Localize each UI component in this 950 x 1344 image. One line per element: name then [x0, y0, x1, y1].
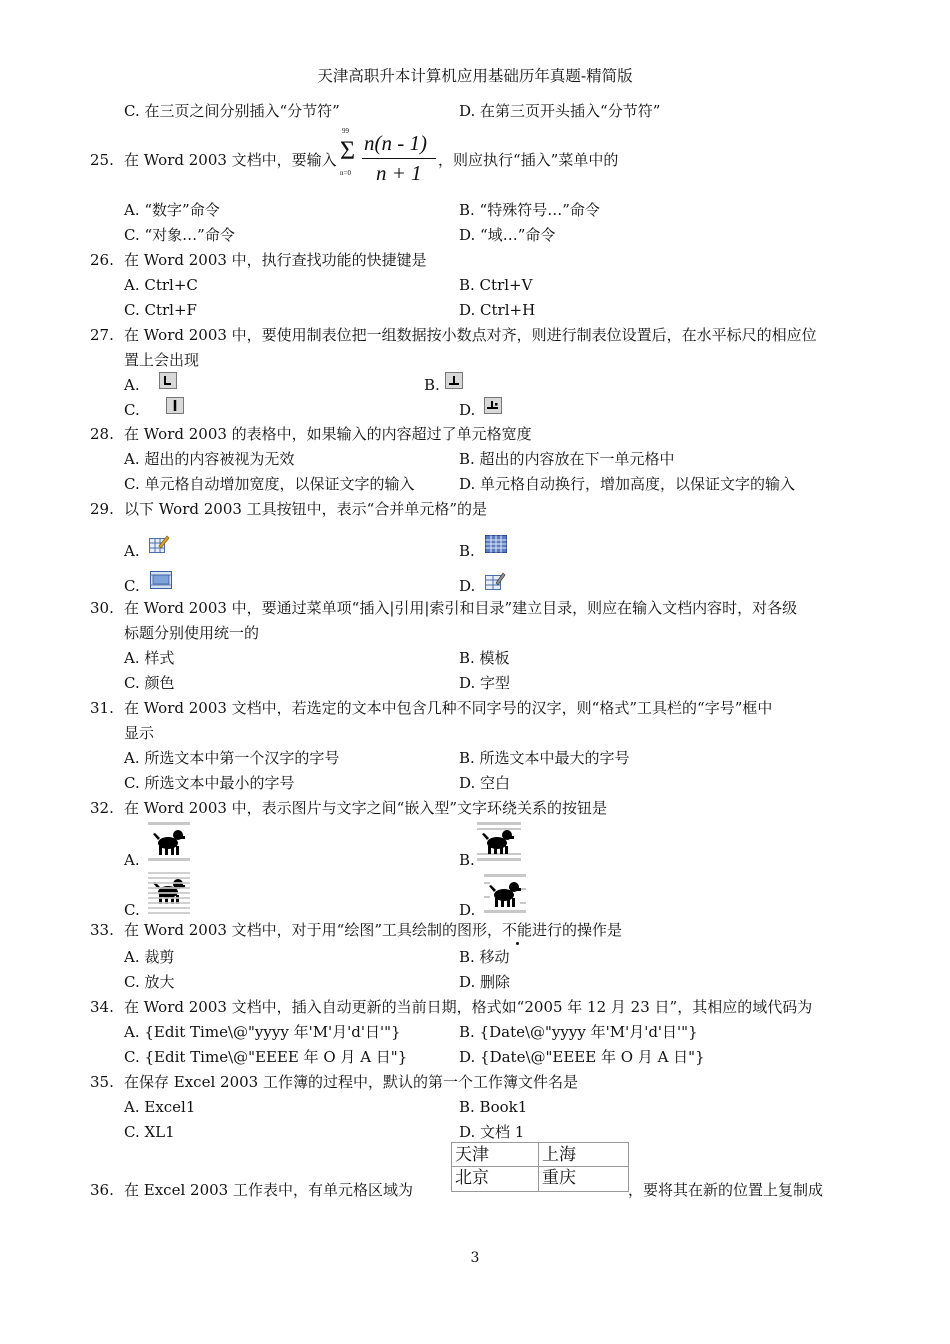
q32-option-c: C. — [124, 901, 140, 919]
q25-text-after: ，则应执行“插入”菜单中的 — [438, 151, 619, 169]
q27-text: 在 Word 2003 中，要使用制表位把一组数据按小数点对齐，则进行制表位设置后，在水平标尺的相应位 — [124, 326, 817, 344]
cell-tianjin: 天津 — [455, 1145, 489, 1165]
page-number: 3 — [470, 1250, 480, 1266]
wrap-tight-icon — [484, 874, 526, 914]
tab-bar-icon — [166, 397, 184, 414]
tab-left-icon — [159, 372, 177, 389]
q33-number: 33. — [90, 921, 114, 939]
q31-text: 在 Word 2003 文档中，若选定的文本中包含几种不同字号的汉字，则“格式”工具栏的“字号”框中 — [124, 699, 773, 717]
q36-text-before: 在 Excel 2003 工作表中，有单元格区域为 — [124, 1181, 413, 1199]
q31-option-b: B. 所选文本中最大的字号 — [459, 749, 630, 767]
q30-option-c: C. 颜色 — [124, 674, 175, 692]
q35-option-d: D. 文档 1 — [459, 1123, 525, 1141]
q32-option-b: B. — [459, 851, 475, 869]
q32-number: 32. — [90, 799, 114, 817]
q35-option-b: B. Book1 — [459, 1098, 528, 1116]
q28-option-c: C. 单元格自动增加宽度，以保证文字的输入 — [124, 475, 415, 493]
tab-center-icon — [445, 372, 463, 389]
cell-shanghai: 上海 — [542, 1145, 576, 1165]
split-cells-icon — [484, 571, 506, 591]
q30-text-line2: 标题分别使用统一的 — [124, 624, 260, 642]
q25-number: 25. — [90, 151, 114, 169]
q25-option-c: C. “对象…”命令 — [124, 226, 235, 244]
q29-number: 29. — [90, 500, 114, 518]
q25-option-d: D. “域…”命令 — [459, 226, 556, 244]
q36-cell-range — [451, 1142, 629, 1192]
q26-option-d: D. Ctrl+H — [459, 301, 536, 319]
wrap-inline-icon — [148, 822, 190, 862]
q36-number: 36. — [90, 1181, 114, 1199]
page-header: 天津高职升本计算机应用基础历年真题-精简版 — [317, 67, 633, 85]
q28-option-b: B. 超出的内容放在下一单元格中 — [459, 450, 675, 468]
q30-option-a: A. 样式 — [124, 649, 175, 667]
formula-upper: 99 — [342, 127, 349, 135]
draw-table-icon — [148, 533, 170, 555]
formula-numerator: n(n - 1) — [364, 131, 427, 155]
q25-option-a: A. “数字”命令 — [124, 201, 220, 219]
q29-text: 以下 Word 2003 工具按钮中，表示“合并单元格”的是 — [124, 500, 488, 518]
wrap-behind-text-icon — [148, 872, 190, 914]
q34-option-b: B. {Date\@"yyyy 年'M'月'd'日'"} — [459, 1023, 698, 1041]
q27-text-line2: 置上会出现 — [124, 351, 200, 369]
q27-option-c: C. — [124, 401, 140, 419]
tab-decimal-icon — [484, 397, 502, 414]
q33-option-c: C. 放大 — [124, 973, 175, 991]
q29-option-d: D. — [459, 577, 476, 595]
q26-number: 26. — [90, 251, 114, 269]
insert-table-icon — [484, 534, 508, 554]
q33-option-b: B. 移动 — [459, 948, 510, 966]
q33-option-a: A. 裁剪 — [124, 948, 175, 966]
q36-text-after: ，要将其在新的位置上复制成 — [628, 1181, 824, 1199]
formula-sigma: Σ — [340, 136, 356, 165]
q24-option-d: D. 在第三页开头插入“分节符” — [459, 102, 661, 120]
q30-option-d: D. 字型 — [459, 674, 511, 692]
q31-text-line2: 显示 — [124, 724, 155, 742]
q27-option-d: D. — [459, 401, 476, 419]
formula-lower: n=0 — [340, 169, 351, 177]
q33-emphasis: 不能 — [502, 921, 533, 939]
cell-beijing: 北京 — [455, 1168, 489, 1188]
q27-number: 27. — [90, 326, 114, 344]
q29-option-a: A. — [124, 542, 140, 560]
q32-option-d: D. — [459, 901, 476, 919]
q29-option-c: C. — [124, 577, 140, 595]
q34-option-d: D. {Date\@"EEEE 年 O 月 A 日"} — [459, 1048, 705, 1066]
q33-text — [124, 920, 622, 940]
q33-text-before: 在 Word 2003 文档中，对于用“绘图”工具绘制的图形， — [124, 921, 503, 939]
q33-text-after: 进行的操作是 — [532, 921, 623, 939]
q27-option-b: B. — [424, 376, 440, 394]
q29-option-b: B. — [459, 542, 475, 560]
q35-number: 35. — [90, 1073, 114, 1091]
q35-option-a: A. Excel1 — [124, 1098, 196, 1116]
q31-option-a: A. 所选文本中第一个汉字的字号 — [124, 749, 340, 767]
q27-option-a: A. — [124, 376, 140, 394]
q34-text: 在 Word 2003 文档中，插入自动更新的当前日期，格式如“2005 年 12 月 23 日”，其相应的域代码为 — [124, 998, 813, 1016]
q33-option-d: D. 删除 — [459, 973, 511, 991]
q35-option-c: C. XL1 — [124, 1123, 175, 1141]
q30-option-b: B. 模板 — [459, 649, 510, 667]
q26-option-b: B. Ctrl+V — [459, 276, 533, 294]
q35-text: 在保存 Excel 2003 工作簿的过程中，默认的第一个工作簿文件名是 — [124, 1073, 578, 1091]
fraction-bar — [362, 158, 436, 159]
q30-number: 30. — [90, 599, 114, 617]
q26-option-c: C. Ctrl+F — [124, 301, 197, 319]
q26-text: 在 Word 2003 中，执行查找功能的快捷键是 — [124, 251, 427, 269]
q34-number: 34. — [90, 998, 114, 1016]
q25-option-b: B. “特殊符号…”命令 — [459, 201, 600, 219]
q32-option-a: A. — [124, 851, 140, 869]
q31-option-d: D. 空白 — [459, 774, 511, 792]
q34-option-a: A. {Edit Time\@"yyyy 年'M'月'd'日'"} — [124, 1023, 401, 1041]
formula-denominator: n + 1 — [376, 161, 422, 185]
q31-number: 31. — [90, 699, 114, 717]
q32-text: 在 Word 2003 中，表示图片与文字之间“嵌入型”文字环绕关系的按钮是 — [124, 799, 608, 817]
q28-number: 28. — [90, 425, 114, 443]
q24-option-c: C. 在三页之间分别插入“分节符” — [124, 102, 340, 120]
q28-text: 在 Word 2003 的表格中，如果输入的内容超过了单元格宽度 — [124, 425, 532, 443]
q26-option-a: A. Ctrl+C — [124, 276, 198, 294]
q28-option-d: D. 单元格自动换行，增加高度，以保证文字的输入 — [459, 475, 796, 493]
cell-chongqing: 重庆 — [542, 1168, 576, 1188]
q25-text-before: 在 Word 2003 文档中，要输入 — [124, 151, 337, 169]
wrap-square-icon — [477, 822, 521, 862]
q31-option-c: C. 所选文本中最小的字号 — [124, 774, 295, 792]
q30-text: 在 Word 2003 中，要通过菜单项“插入|引用|索引和目录”建立目录，则应在输入文档内容时，对各级 — [124, 599, 798, 617]
q34-option-c: C. {Edit Time\@"EEEE 年 O 月 A 日"} — [124, 1048, 408, 1066]
q28-option-a: A. 超出的内容被视为无效 — [124, 450, 295, 468]
merge-cells-icon — [149, 570, 173, 590]
